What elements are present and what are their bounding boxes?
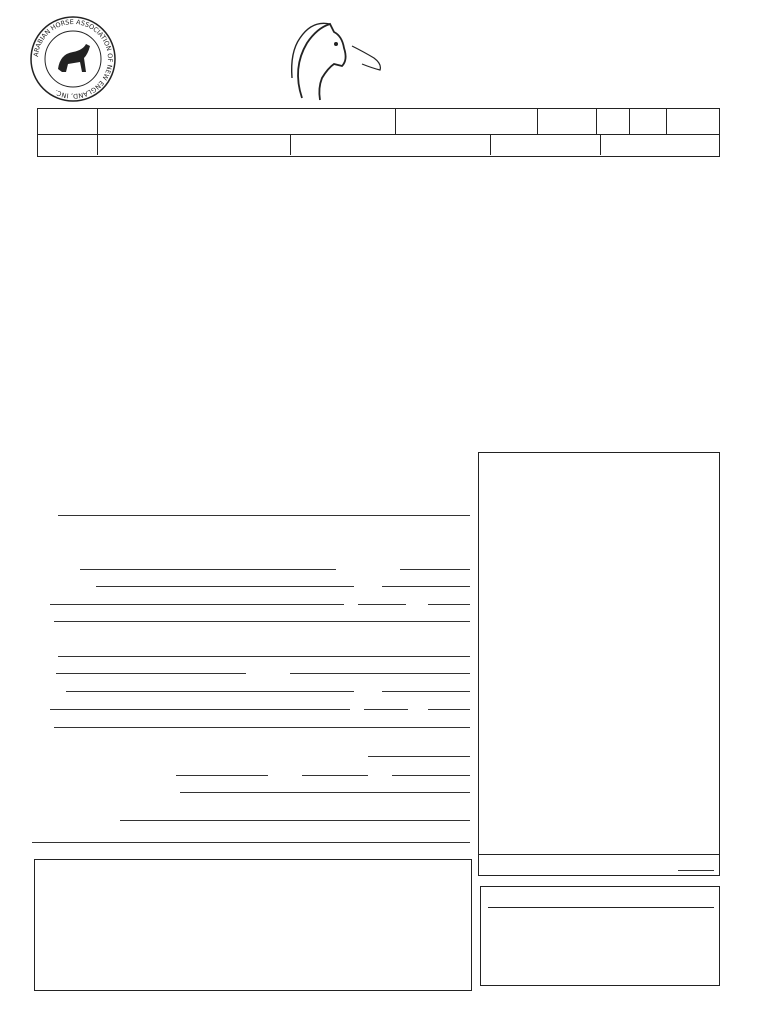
fees-box	[478, 452, 720, 876]
office-use-box	[480, 886, 720, 986]
horse-info-table	[37, 108, 720, 157]
entries-close-box	[34, 859, 472, 991]
association-logo	[28, 14, 118, 104]
svg-text:ARABIAN HORSE ASSOCIATION OF N: ARABIAN HORSE ASSOCIATION OF NEW ENGLAND, INC.	[32, 17, 115, 101]
horse-head-logo	[282, 18, 392, 108]
owner-heading-row	[32, 489, 35, 499]
trainer-heading-row	[32, 631, 35, 641]
